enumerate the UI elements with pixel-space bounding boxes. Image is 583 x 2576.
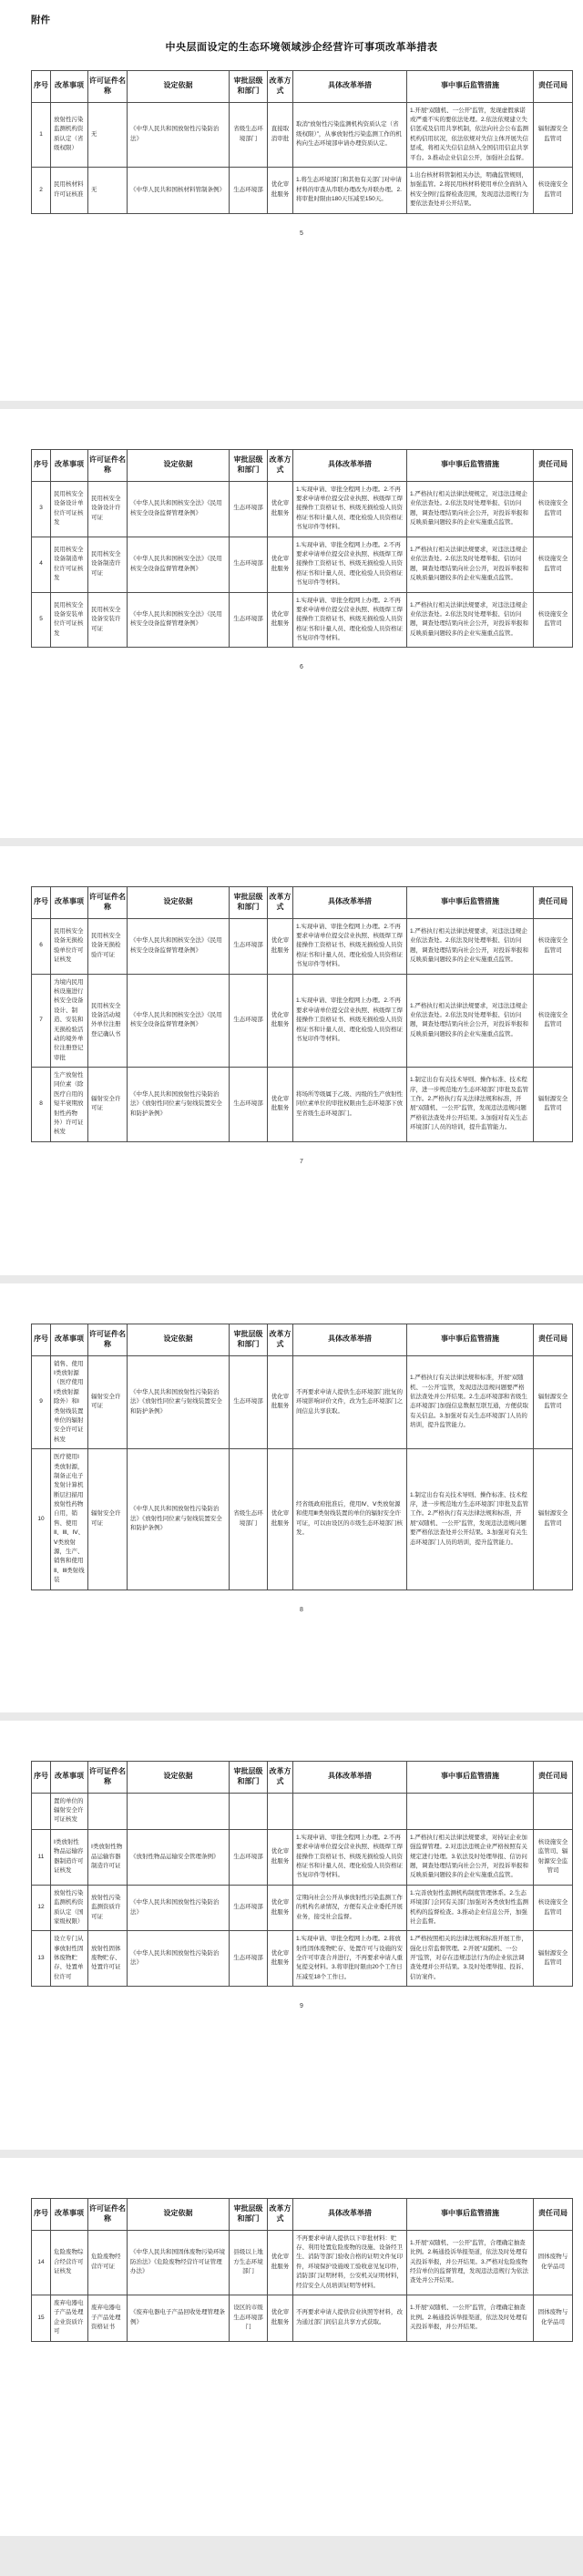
column-header: 事中事后监管措施 [407,71,534,103]
cell-no: 11 [32,1829,51,1885]
column-header: 具体改革举措 [293,450,407,482]
cell-authority: 省级生态环境部门 [230,1449,268,1590]
document-page [0,409,583,838]
cell-measures: 1.实现申请、审批全程网上办理。2.不再要求申请单位提交营业执照、核级焊工焊接操作工资格证书、核级无损检验人员资格证书和计量人员、理化检验人员资格证书复印件等材料。 [293,537,407,592]
column-header: 责任司局 [534,450,573,482]
table-row [32,1068,573,1142]
column-header: 设定依据 [128,450,230,482]
cell-no: 9 [32,1355,51,1449]
cell-supervision: 1.完善放射性监测机构制度管理体系。2.生态环境部门会同有关部门加强对各类放射性监测机构的监督检查。3.推动企业信息公开，加强社会监督。 [407,1885,534,1931]
column-header: 改革方式 [268,71,293,103]
reform-measures-table [31,1324,573,1590]
cell-mode: 优化审批服务 [268,918,293,974]
cell-cert: 无 [88,167,128,213]
cell-mode: 优化审批服务 [268,537,293,592]
cell-bureau: 核设施安全监管司 [534,592,573,648]
cell-no: 13 [32,1931,51,1987]
cell-mode: 优化审批服务 [268,1068,293,1142]
reform-measures-table [31,1761,573,1987]
column-header: 事中事后监管措施 [407,2199,534,2231]
document-title: 中央层面设定的生态环境领域涉企经营许可事项改革举措表 [165,42,438,53]
page-separator [0,1275,583,1283]
cell-measures [293,1793,407,1829]
column-header: 具体改革举措 [293,1762,407,1794]
cell-item: 民用核安全设备无损检验单位许可证核发 [51,918,88,974]
cell-item: 民用核材料许可证核准 [51,167,88,213]
page-content [0,2158,583,2347]
cell-bureau: 核设施安全监管司 [534,1885,573,1931]
cell-cert: 民用核安全设备制造许可证 [88,537,128,592]
column-header: 改革事项 [51,887,88,919]
page-top-margin [31,2167,572,2198]
cell-item: 销售、使用Ⅰ类放射源（医疗使用Ⅰ类放射源除外）和Ⅰ类射线装置单位的辐射安全许可证核发 [51,1355,88,1449]
column-header: 审批层级和部门 [230,887,268,919]
cell-basis: 《中华人民共和国放射性污染防治法》《放射性同位素与射线装置安全和防护条例》 [128,1355,230,1449]
cell-basis [128,1793,230,1829]
cell-authority: 设区的市级生态环境部门 [230,2295,268,2341]
table-header-row [32,887,573,919]
cell-basis: 《废弃电器电子产品回收处理管理条例》 [128,2295,230,2341]
cell-authority [230,1793,268,1829]
cell-mode: 优化审批服务 [268,2230,293,2295]
column-header: 审批层级和部门 [230,71,268,103]
cell-item: 放射性污染监测机构资质认定（省级权限） [51,102,88,167]
column-header: 改革事项 [51,71,88,103]
cell-item: Ⅰ类放射性物品运输容器制造许可证核发 [51,1829,88,1885]
cell-mode: 优化审批服务 [268,167,293,213]
cell-no: 5 [32,592,51,648]
cell-measures: 定期向社会公开从事放射性污染监测工作的机构名录情况，方便有关企业委托开展业务，接受社会监督。 [293,1885,407,1931]
cell-basis: 《中华人民共和国核安全法》《民用核安全设备监督管理条例》 [128,537,230,592]
cell-measures: 1.实现申请、审批全程网上办理。2.不再要求申请单位提交营业执照、核级焊工焊接操作工资格证书、核级无损检验人员资格证书和计量人员、理化检验人员资格证书复印件等材料。 [293,592,407,648]
cell-measures: 不再要求申请人提供生态环境部门批复的环境影响评价文件，改为生态环境部门之间信息共享获取。 [293,1355,407,1449]
reform-measures-table [31,2198,573,2342]
cell-no: 7 [32,974,51,1068]
cell-mode: 优化审批服务 [268,1931,293,1987]
cell-cert: 废弃电器电子产品处理资格证书 [88,2295,128,2341]
cell-authority: 生态环境部 [230,592,268,648]
column-header: 改革方式 [268,1324,293,1356]
cell-supervision: 1.严格执行相关法律法规要求，对违法违规企业依法查处。2.依法及时处理举报、信访问题，调查处理结果向社会公开，对投诉举报和反映质量问题较多的企业实施重点监管。 [407,918,534,974]
document-page [0,0,583,401]
cell-cert: 民用核安全设备设计许可证 [88,481,128,537]
cell-supervision: 1.制定出台有关技术导则、操作标准、技术程序，进一步规范地方生态环境部门审批及监管工作。2.严格执行有关法律法规和标准，开展“双随机、一公开”监管，发现违法违规问题要严格依法查处并公开结果。3.加强对有关生态环境部门人员的培训，提升监管能力。 [407,1449,534,1590]
column-header: 设定依据 [128,71,230,103]
cell-cert: 民用核安全设备安装许可证 [88,592,128,648]
cell-bureau: 核设施安全监管司 [534,918,573,974]
column-header: 改革事项 [51,1324,88,1356]
column-header: 改革方式 [268,1762,293,1794]
column-header: 许可证件名称 [88,1762,128,1794]
column-header: 改革方式 [268,887,293,919]
cell-bureau: 核设施安全监管司、辐射源安全监管司 [534,1829,573,1885]
cell-mode: 优化审批服务 [268,1355,293,1449]
cell-bureau: 核设施安全监管司 [534,167,573,213]
cell-no: 12 [32,1885,51,1931]
column-header: 事中事后监管措施 [407,450,534,482]
cell-item: 设立专门从事放射性固体废物贮存、处置单位许可 [51,1931,88,1987]
page-number: 8 [300,1606,303,1613]
table-header-row [32,71,573,103]
cell-measures: 1.实现申请、审批全程网上办理。2.不再要求申请单位提交营业执照、核级焊工焊接操作工资格证书、核级无损检验人员资格证书和计量人员、理化检验人员资格证书复印件等材料。 [293,481,407,537]
document-page [0,1721,583,2150]
cell-no: 8 [32,1068,51,1142]
table-header-row [32,1762,573,1794]
column-header: 设定依据 [128,1762,230,1794]
cell-cert: 危险废物经营许可证 [88,2230,128,2295]
cell-measures: 1.实现申请、审批全程网上办理。2.不再要求申请单位提交营业执照、核级焊工焊接操作工资格证书、核级无损检验人员资格证书和计量人员、理化检验人员资格证书复印件等材料。 [293,1829,407,1885]
cell-supervision: 1.制定出台有关技术导则、操作标准、技术程序，进一步规范地方生态环境部门审批及监管工作。2.严格执行有关法律法规和标准，开展“双随机、一公开”监管，发现违法违规问题严格依法查处并公开结果。3.加强对有关生态环境部门人员的培训，提升监管能力。 [407,1068,534,1142]
document-page [0,846,583,1275]
cell-supervision: 1.严格执行有关法律法规和标准，开展“双随机、一公开”监管，发现违法违规问题要严格依法查处并公开结果。2.生态环境部和省级生态环境部门加强信息数据互联互通，方便获取有关信息。3.加强对有关生态环境部门人员的培训，提升监管能力。 [407,1355,534,1449]
cell-authority: 生态环境部 [230,1829,268,1885]
cell-basis: 《中华人民共和国放射性污染防治法》 [128,1931,230,1987]
document-page [0,1283,583,1712]
cell-supervision: 1.开展“双随机、一公开”监管，发现虚假承诺或严重不实的要依法处理。2.依法依规建立失信惩戒及信用共享机制，依法向社会公布监测机构信用状况，依法依规对失信主体开展失信惩戒，将相关失信信息纳入全国信用信息共享平台。3.推动企业信息公开，加强社会监督。 [407,102,534,167]
cell-no: 10 [32,1449,51,1590]
cell-item: 置的单位的辐射安全许可证核发 [51,1793,88,1829]
cell-measures: 1.实现申请、审批全程网上办理。2.将放射性固体废物贮存、处置许可与设施的安全许可审查合并进行，不再要求申请人重复提交材料。3.将审批时限由20个工作日压减至18个工作日。 [293,1931,407,1987]
cell-bureau: 核设施安全监管司 [534,481,573,537]
page-content [0,1721,583,2024]
cell-basis: 《中华人民共和国核安全法》《民用核安全设备监督管理条例》 [128,974,230,1068]
table-row [32,2230,573,2295]
cell-authority: 生态环境部 [230,1931,268,1987]
cell-bureau: 辐射源安全监管司 [534,1355,573,1449]
table-row [32,1449,573,1590]
column-header: 许可证件名称 [88,887,128,919]
column-header: 责任司局 [534,2199,573,2231]
cell-measures: 将场所等级属于乙级、丙级的生产放射性同位素单位的审批权限由生态环境部下放至省级生态环境部门。 [293,1068,407,1142]
column-header: 具体改革举措 [293,2199,407,2231]
page-content [0,0,583,251]
cell-no: 1 [32,102,51,167]
cell-basis: 《中华人民共和国核安全法》《民用核安全设备监督管理条例》 [128,918,230,974]
cell-item: 废弃电器电子产品处理企业资质许可 [51,2295,88,2341]
column-header: 许可证件名称 [88,2199,128,2231]
column-header: 序号 [32,450,51,482]
column-header: 事中事后监管措施 [407,1762,534,1794]
page-number: 6 [300,664,303,671]
column-header: 序号 [32,1762,51,1794]
table-row [32,1885,573,1931]
cell-item: 民用核安全设备制造单位许可证核发 [51,537,88,592]
cell-basis: 《中华人民共和国核安全法》《民用核安全设备监督管理条例》 [128,481,230,537]
cell-authority: 生态环境部 [230,1355,268,1449]
cell-basis: 《中华人民共和国放射性污染防治法》 [128,102,230,167]
cell-measures: 不再要求申请人提供营业执照等材料，改为通过部门间信息共享方式获取。 [293,2295,407,2341]
cell-bureau: 辐射源安全监管司 [534,1931,573,1987]
cell-no: 14 [32,2230,51,2295]
page-top-margin [31,1293,572,1324]
cell-basis: 《中华人民共和国放射性污染防治法》 [128,1885,230,1931]
cell-bureau: 固体废物与化学品司 [534,2230,573,2295]
cell-no: 4 [32,537,51,592]
reform-measures-table [31,70,573,214]
column-header: 改革方式 [268,450,293,482]
cell-supervision: 1.严格执行相关法律法规要求，对违法违规企业依法查处。2.依法及时处理举报、信访问题，调查处理结果向社会公开，对投诉举报和反映质量问题较多的企业实施重点监管。 [407,974,534,1068]
table-row [32,918,573,974]
cell-basis: 《放射性物品运输安全管理条例》 [128,1829,230,1885]
table-row [32,974,573,1068]
cell-authority: 生态环境部 [230,1068,268,1142]
cell-basis: 《中华人民共和国放射性污染防治法》《放射性同位素与射线装置安全和防护条例》 [128,1449,230,1590]
page-number: 5 [300,230,303,237]
page-content [0,409,583,685]
cell-supervision: 1.严格按照相关的法律法规和标准开展工作，强化日常监督管理。2.开展“双随机、一公开”监管，对存在违规违法行为的企业依法调查处理并公开结果。3.及时处理举报、投诉、信访案件。 [407,1931,534,1987]
cell-bureau: 固体废物与化学品司 [534,2295,573,2341]
column-header: 改革方式 [268,2199,293,2231]
cell-cert: 无 [88,102,128,167]
table-row [32,481,573,537]
cell-mode: 优化审批服务 [268,1829,293,1885]
table-row [32,102,573,167]
cell-supervision: 1.严格执行相关法律法规规定，对违法违规企业依法查处。2.依法及时处理举报、信访问题，调查处理结果向社会公开，对投诉举报和反映质量问题较多的企业实施重点监管。 [407,481,534,537]
cell-item: 为境内民用核设施进行核安全设备设计、制造、安装和无损检验活动的境外单位注册登记审批 [51,974,88,1068]
table-row [32,1355,573,1449]
reform-measures-table [31,886,573,1142]
column-header: 序号 [32,2199,51,2231]
cell-authority: 生态环境部 [230,918,268,974]
column-header: 改革事项 [51,2199,88,2231]
column-header: 具体改革举措 [293,71,407,103]
cell-mode: 优化审批服务 [268,1449,293,1590]
cell-cert: 辐射安全许可证 [88,1068,128,1142]
table-header-row [32,450,573,482]
column-header: 审批层级和部门 [230,1762,268,1794]
cell-no: 15 [32,2295,51,2341]
cell-no: 6 [32,918,51,974]
cell-measures: 1.实现申请、审批全程网上办理。2.不再要求申请单位提交营业执照、核级焊工焊接操作工资格证书、核级无损检验人员资格证书和计量人员、理化检验人员资格证书复印件等材料。 [293,974,407,1068]
cell-mode: 优化审批服务 [268,2295,293,2341]
cell-basis: 《中华人民共和国核安全法》《民用核安全设备监督管理条例》 [128,592,230,648]
cell-cert: Ⅰ类放射性物品运输容器制造许可证 [88,1829,128,1885]
cell-cert: 放射性污染监测资质许可证 [88,1885,128,1931]
cell-authority: 生态环境部 [230,1885,268,1931]
cell-supervision: 1.严格执行相关法律法规要求，对违法违规企业依法查处。2.依法及时处理举报、信访问题，调查处理结果向社会公开，对投诉举报和反映质量问题较多的企业实施重点监管。 [407,537,534,592]
cell-no [32,1793,51,1829]
cell-cert: 辐射安全许可证 [88,1449,128,1590]
column-header: 设定依据 [128,2199,230,2231]
column-header: 设定依据 [128,887,230,919]
table-row [32,2295,573,2341]
page-top-margin [31,855,572,886]
page-number: 9 [300,2003,303,2010]
column-header: 审批层级和部门 [230,2199,268,2231]
cell-supervision: 1.出台核材料管制相关办法，明确监管规则，加强监管。2.将民用核材料使用单位全面纳入核安全例行监督检查范围，发现违法违规行为要依法查处并公开结果。 [407,167,534,213]
column-header: 事中事后监管措施 [407,887,534,919]
cell-bureau [534,1793,573,1829]
cell-basis: 《中华人民共和国核材料管制条例》 [128,167,230,213]
table-row [32,167,573,213]
column-header: 审批层级和部门 [230,450,268,482]
cell-cert: 辐射安全许可证 [88,1355,128,1449]
cell-mode [268,1793,293,1829]
column-header: 许可证件名称 [88,450,128,482]
cell-measures: 1.将生态环境部门和其他有关部门对申请材料的审查从串联办理改为并联办理。2.将审批时限由180天压减至150天。 [293,167,407,213]
cell-measures: 经省级政府批准后，使用Ⅳ、Ⅴ类放射源和使用Ⅲ类射线装置的单位的辐射安全许可证，可以由设区的市级生态环境部门核发。 [293,1449,407,1590]
cell-basis: 《中华人民共和国放射性污染防治法》《放射性同位素与射线装置安全和防护条例》 [128,1068,230,1142]
cell-cert: 放射性固体废物贮存、处置许可证 [88,1931,128,1987]
table-header-row [32,2199,573,2231]
cell-mode: 直接取消审批 [268,102,293,167]
cell-authority: 生态环境部 [230,481,268,537]
cell-mode: 优化审批服务 [268,974,293,1068]
page-separator [0,1712,583,1721]
table-row [32,1793,573,1829]
page-number: 7 [300,1158,303,1165]
cell-authority: 生态环境部 [230,167,268,213]
table-row [32,592,573,648]
cell-cert: 民用核安全设备活动境外单位注册登记确认书 [88,974,128,1068]
page-content [0,846,583,1180]
page-top-margin [31,418,572,449]
cell-authority: 省级生态环境部门 [230,102,268,167]
column-header: 责任司局 [534,887,573,919]
cell-bureau: 辐射源安全监管司 [534,1449,573,1590]
page-separator [0,401,583,409]
cell-authority: 生态环境部 [230,974,268,1068]
table-row [32,537,573,592]
reform-measures-table [31,449,573,648]
cell-item: 民用核安全设备安装单位许可证核发 [51,592,88,648]
cell-item: 医疗使用Ⅰ类放射源，制备正电子发射计算机断层扫描用放射性药物自用，销售、使用Ⅱ、Ⅲ、Ⅳ、Ⅴ类放射源，生产、销售和使用Ⅱ、Ⅲ类射线装 [51,1449,88,1590]
page-separator [0,2150,583,2158]
cell-item: 危险废物综合经营许可证核发 [51,2230,88,2295]
cell-mode: 优化审批服务 [268,592,293,648]
cell-item: 生产放射性同位素（除医疗自用的短半衰期放射性药物外）许可证核发 [51,1068,88,1142]
column-header: 序号 [32,1324,51,1356]
cell-supervision: 1.严格执行相关法律法规要求，对持证企业加强监督管理。2.对违法违规企业严格按照有关规定进行处理。3.依法及时处理举报、信访问题，调查处理结果向社会公开，对投诉举报和反映质量问题较多的企业实施重点监管。 [407,1829,534,1885]
column-header: 许可证件名称 [88,1324,128,1356]
cell-bureau: 辐射源安全监管司 [534,1068,573,1142]
cell-no: 3 [32,481,51,537]
table-row [32,1931,573,1987]
column-header: 审批层级和部门 [230,1324,268,1356]
document-page [0,2158,583,2536]
table-header-row [32,1324,573,1356]
column-header: 序号 [32,71,51,103]
column-header: 责任司局 [534,1762,573,1794]
cell-authority: 县级以上地方生态环境部门 [230,2230,268,2295]
cell-cert: 民用核安全设备无损检验许可证 [88,918,128,974]
cell-supervision: 1.严格执行相关法律法规要求，对违法违规企业依法查处。2.依法及时处理举报、信访问题，调查处理结果向社会公开，对投诉举报和反映质量问题较多的企业实施重点监管。 [407,592,534,648]
column-header: 具体改革举措 [293,1324,407,1356]
cell-authority: 生态环境部 [230,537,268,592]
column-header: 改革事项 [51,450,88,482]
cell-bureau: 辐射源安全监管司 [534,102,573,167]
column-header: 许可证件名称 [88,71,128,103]
table-row [32,1829,573,1885]
cell-supervision [407,1793,534,1829]
cell-measures: 1.实现申请、审批全程网上办理。2.不再要求申请单位提交营业执照、核级焊工焊接操作工资格证书、核级无损检验人员资格证书和计量人员、理化检验人员资格证书复印件等材料。 [293,918,407,974]
page-separator [0,838,583,846]
page-top-margin [31,1730,572,1761]
cell-no: 2 [32,167,51,213]
cell-supervision: 1.开展“双随机、一公开”监管，合理确定抽查比例。2.畅通投诉举报渠道，依法及时处理有关投诉举报，并公开结果。3.严格对危险废物经营单位的监督管理，发现违法违规行为依法查处并公开结果。 [407,2230,534,2295]
page-content [0,1283,583,1628]
column-header: 序号 [32,887,51,919]
cell-item: 放射性污染监测机构资质认定（国家级权限） [51,1885,88,1931]
cell-item: 民用核安全设备设计单位许可证核发 [51,481,88,537]
cell-mode: 优化审批服务 [268,481,293,537]
column-header: 改革事项 [51,1762,88,1794]
cell-measures: 取消“放射性污染监测机构资质认定（省级权限）”，从事放射性污染监测工作的机构向生态环境部申请办理资质认定。 [293,102,407,167]
column-header: 具体改革举措 [293,887,407,919]
column-header: 责任司局 [534,1324,573,1356]
attachment-label: 附件 [31,15,50,26]
cell-bureau: 核设施安全监管司 [534,974,573,1068]
cell-measures: 不再要求申请人提供以下审批材料：贮存、利用处置危险废物的设施、设备经卫生、消防等部门验收合格的证明文件复印件，环境保护设施竣工验收意见复印件，消防部门证明材料，公安机关证明材料，经营安全人员培训证明等材料。 [293,2230,407,2295]
column-header: 设定依据 [128,1324,230,1356]
cell-cert [88,1793,128,1829]
column-header: 责任司局 [534,71,573,103]
column-header: 事中事后监管措施 [407,1324,534,1356]
cell-basis: 《中华人民共和国固体废物污染环境防治法》《危险废物经营许可证管理办法》 [128,2230,230,2295]
cell-mode: 优化审批服务 [268,1885,293,1931]
cell-supervision: 1.开展“双随机、一公开”监管，合理确定抽查比例。2.畅通投诉举报渠道，依法及时处理有关投诉举报，并公开结果。 [407,2295,534,2341]
cell-bureau: 核设施安全监管司 [534,537,573,592]
